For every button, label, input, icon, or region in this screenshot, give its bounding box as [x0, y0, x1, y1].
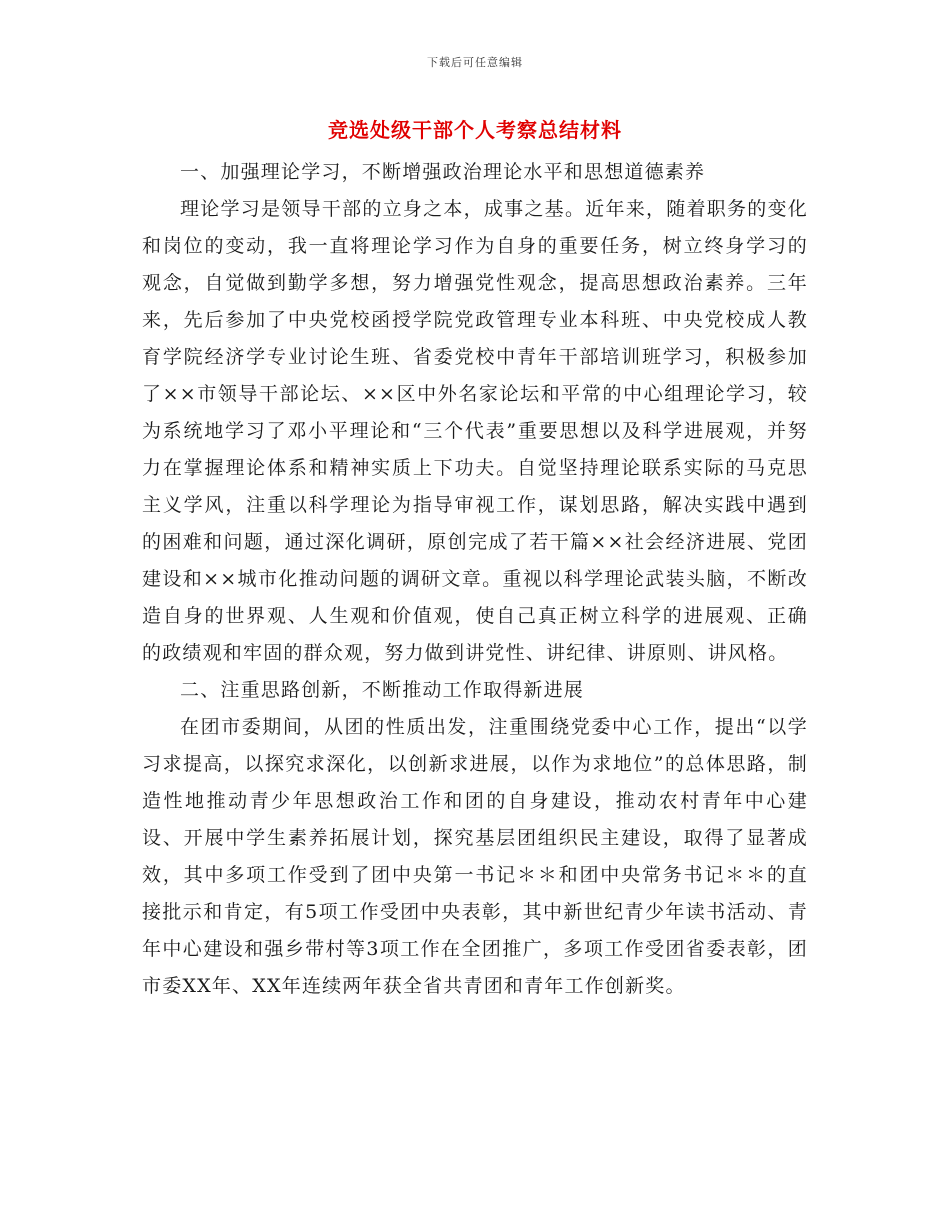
header-note: 下载后可任意编辑: [427, 56, 523, 69]
paragraph-2: 在团市委期间，从团的性质出发，注重围绕党委中心工作，提出“以学习求提高，以探究求深化，以创新求进展，以作为求地位”的总体思路，制造性地推动青少年思想政治工作和团的自身建设，推动农村青年中心建设、开展中学生素养拓展计划，探究基层团组织民主建设，取得了显著成效，其中多项工作受到了团中央第一书记＊＊和团中央常务书记＊＊的直接批示和肯定，有5项工作受团中央表彰，其中新世纪青少年读书活动、青年中心建设和强乡带村等3项工作在全团推广，多项工作受团省委表彰，团市委XX年、XX年连续两年获全省共青团和青年工作创新奖。: [142, 716, 808, 997]
section-heading-1: 一、加强理论学习，不断增强政治理论水平和思想道德素养: [180, 161, 706, 183]
paragraph-1: 理论学习是领导干部的立身之本，成事之基。近年来，随着职务的变化和岗位的变动，我一直将理论学习作为自身的重要任务，树立终身学习的观念，自觉做到勤学多想，努力增强党性观念，提高思想政治素养。三年来，先后参加了中央党校函授学院党政管理专业本科班、中央党校成人教育学院经济学专业讨论生班、省委党校中青年干部培训班学习，积极参加了××市领导干部论坛、××区中外名家论坛和平常的中心组理论学习，较为系统地学习了邓小平理论和“三个代表”重要思想以及科学进展观，并努力在掌握理论体系和精神实质上下功夫。自觉坚持理论联系实际的马克思主义学风，注重以科学理论为指导审视工作，谋划思路，解决实践中遇到的困难和问题，通过深化调研，原创完成了若干篇××社会经济进展、党团建设和××城市化推动问题的调研文章。重视以科学理论武装头脑，不断改造自身的世界观、人生观和价值观，使自己真正树立科学的进展观、正确的政绩观和牢固的群众观，努力做到讲党性、讲纪律、讲原则、讲风格。: [142, 198, 808, 664]
document-title: 竞选处级干部个人考察总结材料: [328, 118, 622, 142]
section-heading-2: 二、注重思路创新，不断推动工作取得新进展: [180, 679, 585, 701]
document-body: [142, 154, 808, 1005]
